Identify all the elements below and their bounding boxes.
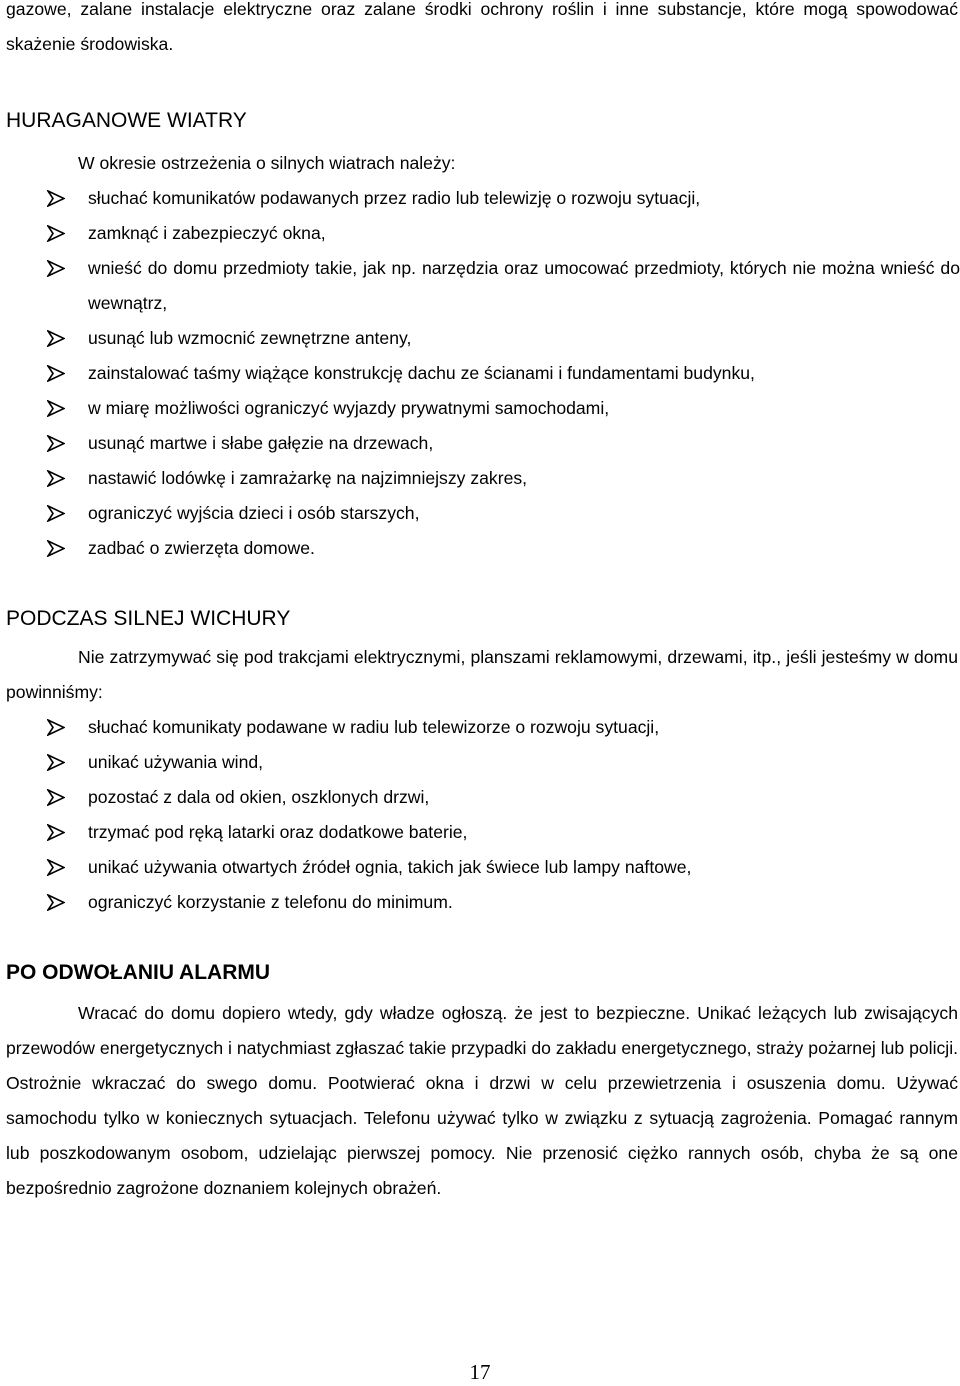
section-intro: W okresie ostrzeżenia o silnych wiatrach należy: [78,153,456,173]
list-item-text: słuchać komunikatów podawanych przez radio lub telewizję o rozwoju sytuacji, [88,188,701,208]
list-item [0,885,960,920]
arrowhead-bullet-icon [47,225,65,242]
page-number: 17 [469,1360,491,1384]
list-item-text: zainstalować taśmy wiążące konstrukcję dachu ze ścianami i fundamentami budynku, [88,363,755,383]
section-intro: Nie zatrzymywać się pod trakcjami elektrycznymi, planszami reklamowymi, drzewami, itp., jeśli jesteśmy w domu powinniśmy: [6,647,958,702]
list-item-text: słuchać komunikaty podawane w radiu lub telewizorze o rozwoju sytuacji, [88,717,660,737]
arrowhead-bullet-icon [47,330,65,347]
list-item [0,745,960,780]
bullet-list-wichura [0,710,960,920]
list-item [0,850,960,885]
arrowhead-bullet-icon [47,400,65,417]
arrowhead-bullet-icon [47,470,65,487]
arrowhead-bullet-icon [47,789,65,806]
list-item [0,815,960,850]
list-item-text: usunąć lub wzmocnić zewnętrzne anteny, [88,328,412,348]
list-item [0,710,960,745]
list-item-text: trzymać pod ręką latarki oraz dodatkowe baterie, [88,822,468,842]
section-heading-po-odwolaniu-alarmu: PO ODWOŁANIU ALARMU [6,961,271,984]
list-item [0,356,960,391]
list-item [0,531,960,566]
arrowhead-bullet-icon [47,719,65,736]
list-item [0,780,960,815]
list-item [0,181,960,216]
section-heading-huraganowe-wiatry: HURAGANOWE WIATRY [6,109,247,132]
arrowhead-bullet-icon [47,435,65,452]
list-item [0,251,960,321]
list-item-text: nastawić lodówkę i zamrażarkę na najzimniejszy zakres, [88,468,528,488]
list-item-text: zadbać o zwierzęta domowe. [88,538,315,558]
arrowhead-bullet-icon [47,540,65,557]
list-item [0,461,960,496]
list-item-text: ograniczyć wyjścia dzieci i osób starszych, [88,503,420,523]
arrowhead-bullet-icon [47,190,65,207]
list-item-text: wnieść do domu przedmioty takie, jak np. narzędzia oraz umocować przedmioty, których nie można wnieść do wewnątrz, [88,258,960,313]
arrowhead-bullet-icon [47,365,65,382]
arrowhead-bullet-icon [47,754,65,771]
top-paragraph: gazowe, zalane instalacje elektryczne oraz zalane środki ochrony roślin i inne substancje, które mogą spowodować skażenie środowiska. [6,0,958,54]
arrowhead-bullet-icon [47,859,65,876]
list-item [0,496,960,531]
list-item [0,391,960,426]
arrowhead-bullet-icon [47,824,65,841]
list-item [0,321,960,356]
list-item-text: unikać używania otwartych źródeł ognia, takich jak świece lub lampy naftowe, [88,857,692,877]
list-item [0,216,960,251]
section-heading-podczas-silnej-wichury: PODCZAS SILNEJ WICHURY [6,607,291,630]
list-item-text: usunąć martwe i słabe gałęzie na drzewach, [88,433,434,453]
list-item-text: ograniczyć korzystanie z telefonu do minimum. [88,892,453,912]
list-item-text: w miarę możliwości ograniczyć wyjazdy prywatnymi samochodami, [88,398,610,418]
list-item-text: pozostać z dala od okien, oszklonych drzwi, [88,787,430,807]
list-item-text: zamknąć i zabezpieczyć okna, [88,223,326,243]
list-item [0,426,960,461]
bullet-list-huraganowe [0,181,960,566]
section-paragraph: Wracać do domu dopiero wtedy, gdy władze ogłoszą. że jest to bezpieczne. Unikać leżących lub zwisających przewodów energetycznych i natychmiast zgłaszać takie przypadki do zakładu energetycznego, straży pożarnej lub policji. Ostrożnie wkraczać do swego domu. Pootwierać okna i drzwi w celu przewietrzenia i osuszenia domu. Używać samochodu tylko w koniecznych sytuacjach. Telefonu używać tylko w związku z sytuacją zagrożenia. Pomagać rannym lub poszkodowanym osobom, udzielając pierwszej pomocy. Nie przenosić ciężko rannych osób, chyba że są one bezpośrednio zagrożone doznaniem kolejnych obrażeń. [6,1003,958,1198]
arrowhead-bullet-icon [47,894,65,911]
arrowhead-bullet-icon [47,505,65,522]
arrowhead-bullet-icon [47,260,65,277]
list-item-text: unikać używania wind, [88,752,264,772]
